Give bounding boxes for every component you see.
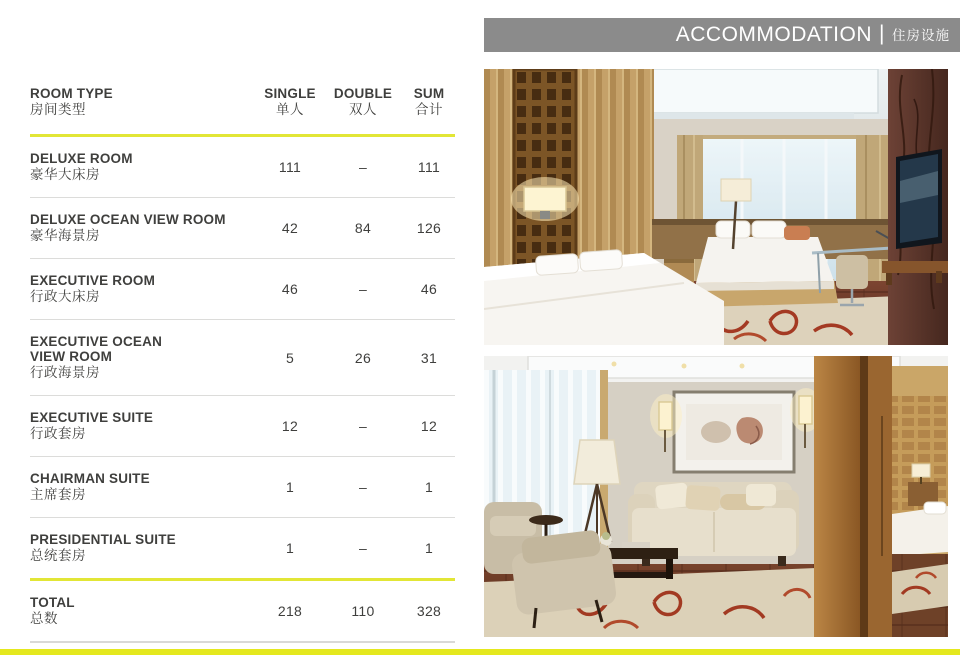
header-room-type: ROOM TYPE 房间类型 [30,86,113,117]
suite-illustration [484,356,948,637]
twin-room-photo [484,69,948,345]
sum-count: 126 [416,220,442,236]
total-double: 110 [351,603,375,619]
room-label: CHAIRMAN SUITE 主席套房 [30,471,150,502]
accommodation-banner [484,18,960,52]
sum-count: 46 [420,281,438,297]
header-double: DOUBLE 双人 [333,86,393,117]
single-count: 1 [285,479,295,495]
sum-count: 111 [417,159,441,175]
table-header-row [30,86,455,137]
sum-count: 1 [424,540,434,556]
wall-lamp [511,177,579,221]
sum-count: 1 [424,479,434,495]
banner-title-zh: 住房设施 [892,27,950,43]
double-count: 26 [354,349,372,366]
table-row-chairman-suite [30,457,455,518]
total-sum: 328 [416,603,442,619]
bottom-accent-strip [0,649,960,655]
single-count: 12 [281,418,299,434]
table-row-total [30,581,455,643]
double-count: – [358,281,368,297]
room-table [30,86,455,643]
double-count: – [358,540,368,556]
sum-count: 12 [420,418,438,434]
table-row-deluxe-room [30,137,455,198]
bedroom-doorway [892,366,948,637]
double-count: – [358,159,368,175]
banner-separator: | [879,22,885,45]
room-label: PRESIDENTIAL SUITE 总统套房 [30,532,176,563]
single-count: 111 [278,159,302,175]
single-count: 46 [281,281,299,297]
total-label: TOTAL 总数 [30,595,75,626]
single-count: 1 [285,540,295,556]
header-sum: SUM 合计 [413,86,445,117]
room-label: EXECUTIVE OCEAN VIEW ROOM 行政海景房 [30,334,163,380]
single-count: 5 [285,349,295,366]
single-count: 42 [281,220,299,236]
room-label: EXECUTIVE ROOM 行政大床房 [30,273,156,304]
sum-count: 31 [420,349,438,366]
pillars [814,356,892,637]
artwork [674,392,794,472]
room-label: DELUXE ROOM 豪华大床房 [30,151,133,182]
banner-title-en: ACCOMMODATION [675,23,873,46]
room-label: EXECUTIVE SUITE 行政套房 [30,410,154,441]
table-row-executive-suite [30,396,455,457]
twin-room-illustration [484,69,948,345]
total-single: 218 [277,603,303,619]
double-count: – [358,418,368,434]
suite-living-room-photo [484,356,948,637]
header-single: SINGLE 单人 [264,86,316,117]
double-count: – [358,479,368,495]
tv-wall [888,69,948,345]
table-row-executive-room [30,259,455,320]
room-label: DELUXE OCEAN VIEW ROOM 豪华海景房 [30,212,226,243]
double-count: 84 [354,220,372,236]
table-row-executive-ocean-view-room [30,320,455,396]
table-row-deluxe-ocean-view-room [30,198,455,259]
table-row-presidential-suite [30,518,455,581]
